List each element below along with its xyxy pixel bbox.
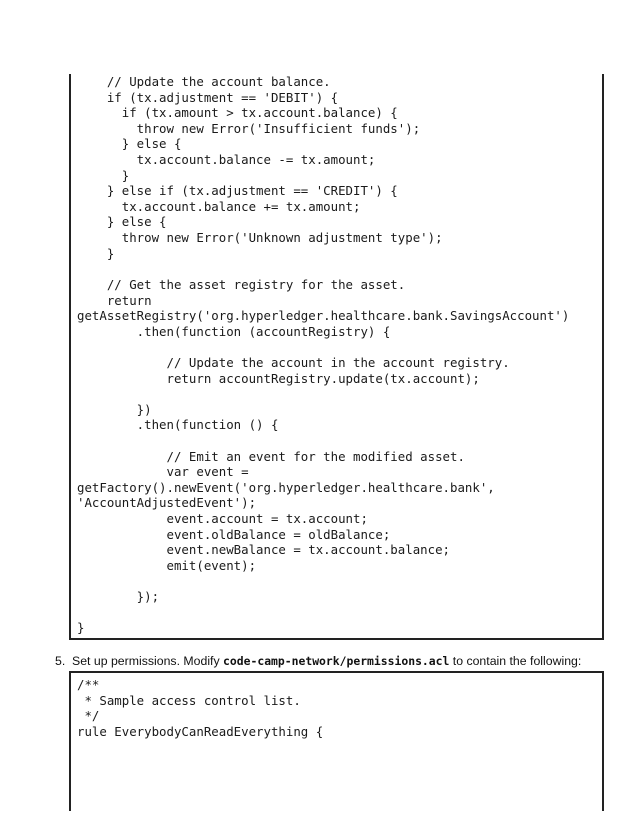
code-line: [77, 261, 602, 277]
code-line: tx.account.balance -= tx.amount;: [77, 152, 376, 168]
code-line: // Update the account in the account registry.: [77, 354, 510, 370]
code-line: * Sample access control list.: [77, 692, 301, 708]
code-line: .then(function () {: [77, 417, 279, 433]
code-line: 'AccountAdjustedEvent');: [77, 495, 257, 511]
code-line: tx.account.balance += tx.amount;: [77, 198, 361, 214]
code-lines: [71, 673, 602, 739]
code-line: }: [77, 620, 85, 636]
code-line: if (tx.adjustment == 'DEBIT') {: [77, 89, 339, 105]
code-line: rule EverybodyCanReadEverything {: [77, 723, 324, 739]
code-line: getAssetRegistry('org.hyperledger.healthcare.bank.SavingsAccount'): [77, 308, 570, 324]
code-line: [77, 339, 602, 355]
code-line: throw new Error('Unknown adjustment type');: [77, 230, 443, 246]
code-block-permissions-acl: [69, 671, 604, 811]
code-line: var event =: [77, 464, 249, 480]
step-text-before: Set up permissions. Modify: [72, 654, 224, 668]
code-line: */: [77, 708, 100, 724]
code-line: /**: [77, 677, 100, 692]
code-line: event.oldBalance = oldBalance;: [77, 526, 391, 542]
code-line: } else {: [77, 214, 167, 230]
step-text-after: to contain the following:: [449, 654, 582, 668]
code-line: } else {: [77, 136, 182, 152]
code-line: [77, 605, 602, 621]
code-line: [77, 386, 602, 402]
code-line: return: [77, 292, 152, 308]
code-lines: [71, 74, 602, 636]
code-line: // Emit an event for the modified asset.: [77, 448, 465, 464]
step-number: 5.: [55, 654, 66, 668]
file-path: code-camp-network/permissions.acl: [223, 654, 450, 668]
code-line: event.newBalance = tx.account.balance;: [77, 542, 450, 558]
code-line: }): [77, 401, 152, 417]
code-line: });: [77, 589, 160, 605]
code-line: if (tx.amount > tx.account.balance) {: [77, 105, 398, 121]
code-line: // Get the asset registry for the asset.: [77, 276, 406, 292]
code-block-transaction-logic: [69, 74, 604, 640]
code-line: [77, 433, 602, 449]
code-line: throw new Error('Insufficient funds');: [77, 120, 421, 136]
code-line: .then(function (accountRegistry) {: [77, 323, 391, 339]
code-line: return accountRegistry.update(tx.account);: [77, 370, 480, 386]
code-line: } else if (tx.adjustment == 'CREDIT') {: [77, 183, 398, 199]
step-5-instruction: [55, 653, 615, 669]
code-line: // Update the account balance.: [77, 74, 331, 89]
code-line: getFactory().newEvent('org.hyperledger.healthcare.bank',: [77, 479, 495, 495]
code-line: }: [77, 167, 130, 183]
code-line: }: [77, 245, 115, 261]
code-line: event.account = tx.account;: [77, 511, 368, 527]
code-line: [77, 574, 602, 590]
code-line: emit(event);: [77, 557, 257, 573]
